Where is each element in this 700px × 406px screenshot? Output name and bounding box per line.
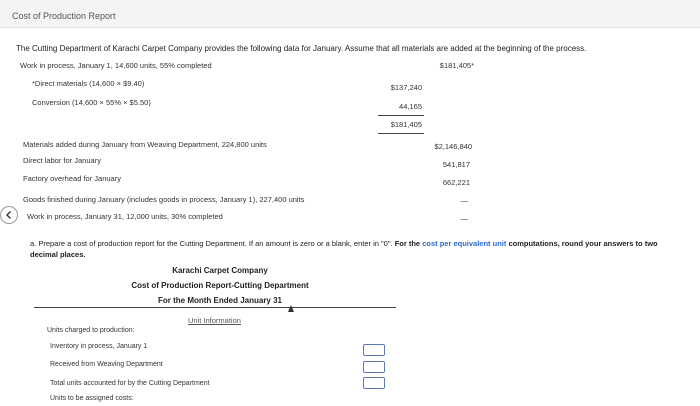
report-header-rule (34, 307, 396, 308)
direct-labor-label: Direct labor for January (23, 156, 101, 165)
question-text: a. Prepare a cost of production report for the Cutting Department. If an amount is zero or a blank, enter in "0". (30, 239, 395, 248)
total-units-input[interactable] (363, 377, 385, 389)
report-period: For the Month Ended January 31 (157, 296, 282, 305)
inventory-input[interactable] (363, 344, 385, 356)
subtotal-rule (378, 115, 424, 116)
received-input[interactable] (363, 361, 385, 373)
received-label: Received from Weaving Department (50, 361, 163, 368)
units-assigned-label: Units to be assigned costs: (50, 395, 134, 402)
wip-begin-label: Work in process, January 1, 14,600 units, 55% completed (20, 61, 212, 70)
header-bar (0, 0, 700, 28)
report-company: Karachi Carpet Company (172, 266, 268, 275)
wip-begin-total: $181,405* (439, 61, 474, 70)
wip-end-value: — (460, 214, 468, 223)
total-units-label: Total units accounted for by the Cutting Department (50, 380, 210, 387)
factory-overhead-value: 662,221 (442, 178, 470, 187)
materials-added-label: Materials added during January from Weaving Department, 224,800 units (23, 140, 267, 149)
report-title: Cost of Production Report-Cutting Department (131, 281, 309, 290)
direct-materials-label: *Direct materials (14,600 × $9.40) (32, 79, 145, 88)
chevron-left-icon (4, 210, 14, 220)
inventory-label: Inventory in process, January 1 (50, 343, 148, 350)
conversion-label: Conversion (14,600 × 55% × $5.50) (32, 98, 151, 107)
conversion-value: 44,165 (399, 102, 422, 111)
question-bold-prefix: For the (394, 239, 423, 248)
wip-end-label: Work in process, January 31, 12,000 units, 30% completed (27, 212, 223, 221)
question-bold-suffix: computations, round your answers to two decimal places. (30, 239, 658, 259)
direct-materials-value: $137,240 (390, 83, 422, 92)
back-button[interactable] (0, 206, 18, 224)
question-prompt (30, 238, 670, 260)
direct-labor-value: 541,817 (442, 160, 470, 169)
units-charged-label: Units charged to production: (47, 327, 135, 334)
unit-info-header: Unit Information (188, 316, 241, 325)
goods-finished-label: Goods finished during January (includes goods in process, January 1), 227,400 units (23, 195, 305, 204)
subtotal-value: $181,405 (390, 120, 422, 129)
goods-finished-value: — (460, 196, 468, 205)
cursor-pointer-icon (288, 305, 294, 312)
factory-overhead-label: Factory overhead for January (23, 174, 121, 183)
intro-text: The Cutting Department of Karachi Carpet Company provides the following data for January. Assume that all materials are added at the beginning of the process. (16, 44, 587, 53)
subtotal-double-rule (378, 133, 424, 134)
cost-per-equivalent-unit-link[interactable]: cost per equivalent unit (422, 239, 507, 248)
materials-added-value: $2,146,840 (434, 142, 472, 151)
page-title: Cost of Production Report (12, 11, 116, 21)
